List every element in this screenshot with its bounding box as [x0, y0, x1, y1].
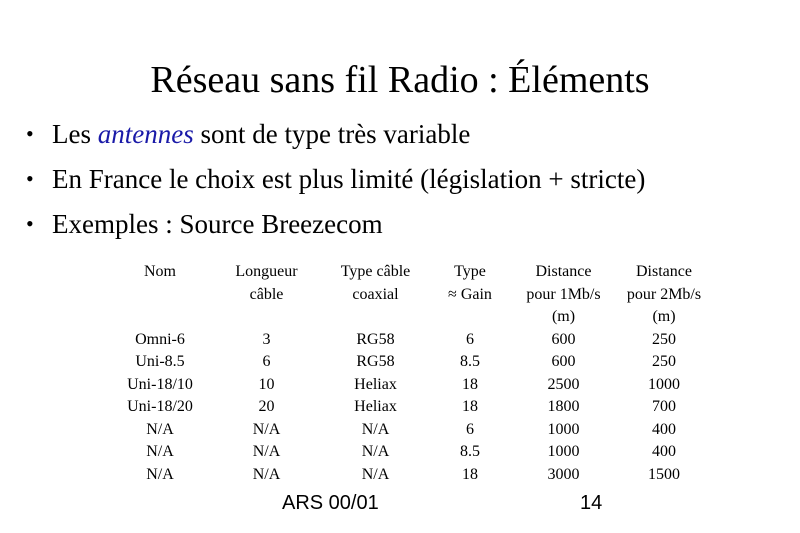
bullet-examples — [26, 208, 645, 253]
table-cell: 18 — [462, 398, 478, 415]
table-cell: N/A — [361, 420, 390, 438]
table-cell: N/A — [146, 420, 174, 438]
table-cell: 8.5 — [460, 443, 480, 460]
table-cell: N/A — [361, 443, 390, 460]
table-cell: Uni-18/10 — [127, 375, 193, 393]
table-row — [112, 351, 715, 374]
table-cell: 6 — [466, 330, 474, 348]
table-cell: 1000 — [648, 375, 680, 393]
antennes-emphasis: antennes — [97, 119, 194, 149]
table-row — [112, 329, 715, 352]
table-cell: 1500 — [648, 465, 680, 483]
slide-title: Réseau sans fil Radio : Éléments — [150, 59, 650, 101]
column-header: Nom — [144, 263, 176, 280]
table-cell: Heliax — [354, 375, 397, 393]
table-cell: 1000 — [547, 420, 580, 438]
table-cell: RG58 — [356, 353, 395, 370]
table-cell: 8.5 — [460, 353, 480, 370]
footer-course-label: ARS 00/01 — [282, 492, 379, 514]
table-cell: 6 — [466, 420, 474, 438]
table-cell: 250 — [652, 330, 676, 348]
table-cell: 700 — [652, 398, 676, 415]
table-row — [112, 464, 715, 487]
table-cell: Omni-6 — [135, 330, 185, 348]
bullet-text: En France le choix est plus limité (législation + stricte) — [52, 164, 646, 194]
table-cell: 1800 — [547, 398, 580, 415]
table-header-row — [112, 261, 715, 329]
table-cell: N/A — [252, 420, 281, 438]
table-cell: 2500 — [547, 375, 580, 393]
table-cell: 3000 — [547, 465, 580, 483]
table-cell: 18 — [462, 465, 478, 483]
table-row — [112, 396, 715, 419]
table-cell: 400 — [652, 443, 676, 460]
column-header: Type câble coaxial — [340, 263, 411, 303]
page-number: 14 — [580, 492, 603, 514]
bullet-text-post: sont de type très variable — [193, 119, 471, 149]
table-cell: 250 — [652, 353, 676, 370]
table-cell: 600 — [551, 353, 576, 370]
column-header: Distance pour 2Mb/s (m) — [626, 263, 702, 325]
table-row — [112, 374, 715, 397]
table-cell: N/A — [361, 465, 390, 483]
bullet-text: Exemples : Source Breezecom — [52, 209, 383, 239]
table-cell: N/A — [252, 465, 281, 483]
table-cell: Heliax — [354, 398, 397, 415]
table-cell: Uni-18/20 — [127, 398, 193, 415]
bullet-text — [52, 118, 470, 150]
table-cell: 18 — [462, 375, 478, 393]
table-cell: 400 — [652, 420, 676, 438]
bullet-list — [26, 118, 645, 253]
bullet-dot: • — [26, 166, 34, 191]
table-cell: 20 — [258, 398, 275, 415]
table-cell: 3 — [262, 330, 271, 348]
bullet-text-pre: Les — [52, 119, 98, 149]
table-cell: 6 — [262, 353, 271, 370]
bullet-dot: • — [26, 211, 34, 236]
table-cell: 600 — [551, 330, 576, 348]
table-cell: 1000 — [547, 443, 580, 460]
table-cell: N/A — [252, 443, 281, 460]
table-row — [112, 419, 715, 442]
table-cell: N/A — [146, 465, 174, 483]
column-header: Longueur câble — [235, 263, 298, 303]
table-body — [112, 329, 715, 487]
table-cell: 10 — [258, 375, 275, 393]
antenna-table — [112, 261, 715, 486]
bullet-france — [26, 163, 645, 208]
table-cell: Uni-8.5 — [135, 353, 185, 370]
bullet-dot: • — [26, 121, 34, 146]
table-row — [112, 441, 715, 464]
table-cell: RG58 — [356, 330, 395, 348]
column-header: Type ≈ Gain — [448, 263, 492, 303]
table-cell: N/A — [146, 443, 174, 460]
bullet-antennas — [26, 118, 645, 163]
column-header: Distance pour 1Mb/s (m) — [526, 263, 601, 325]
